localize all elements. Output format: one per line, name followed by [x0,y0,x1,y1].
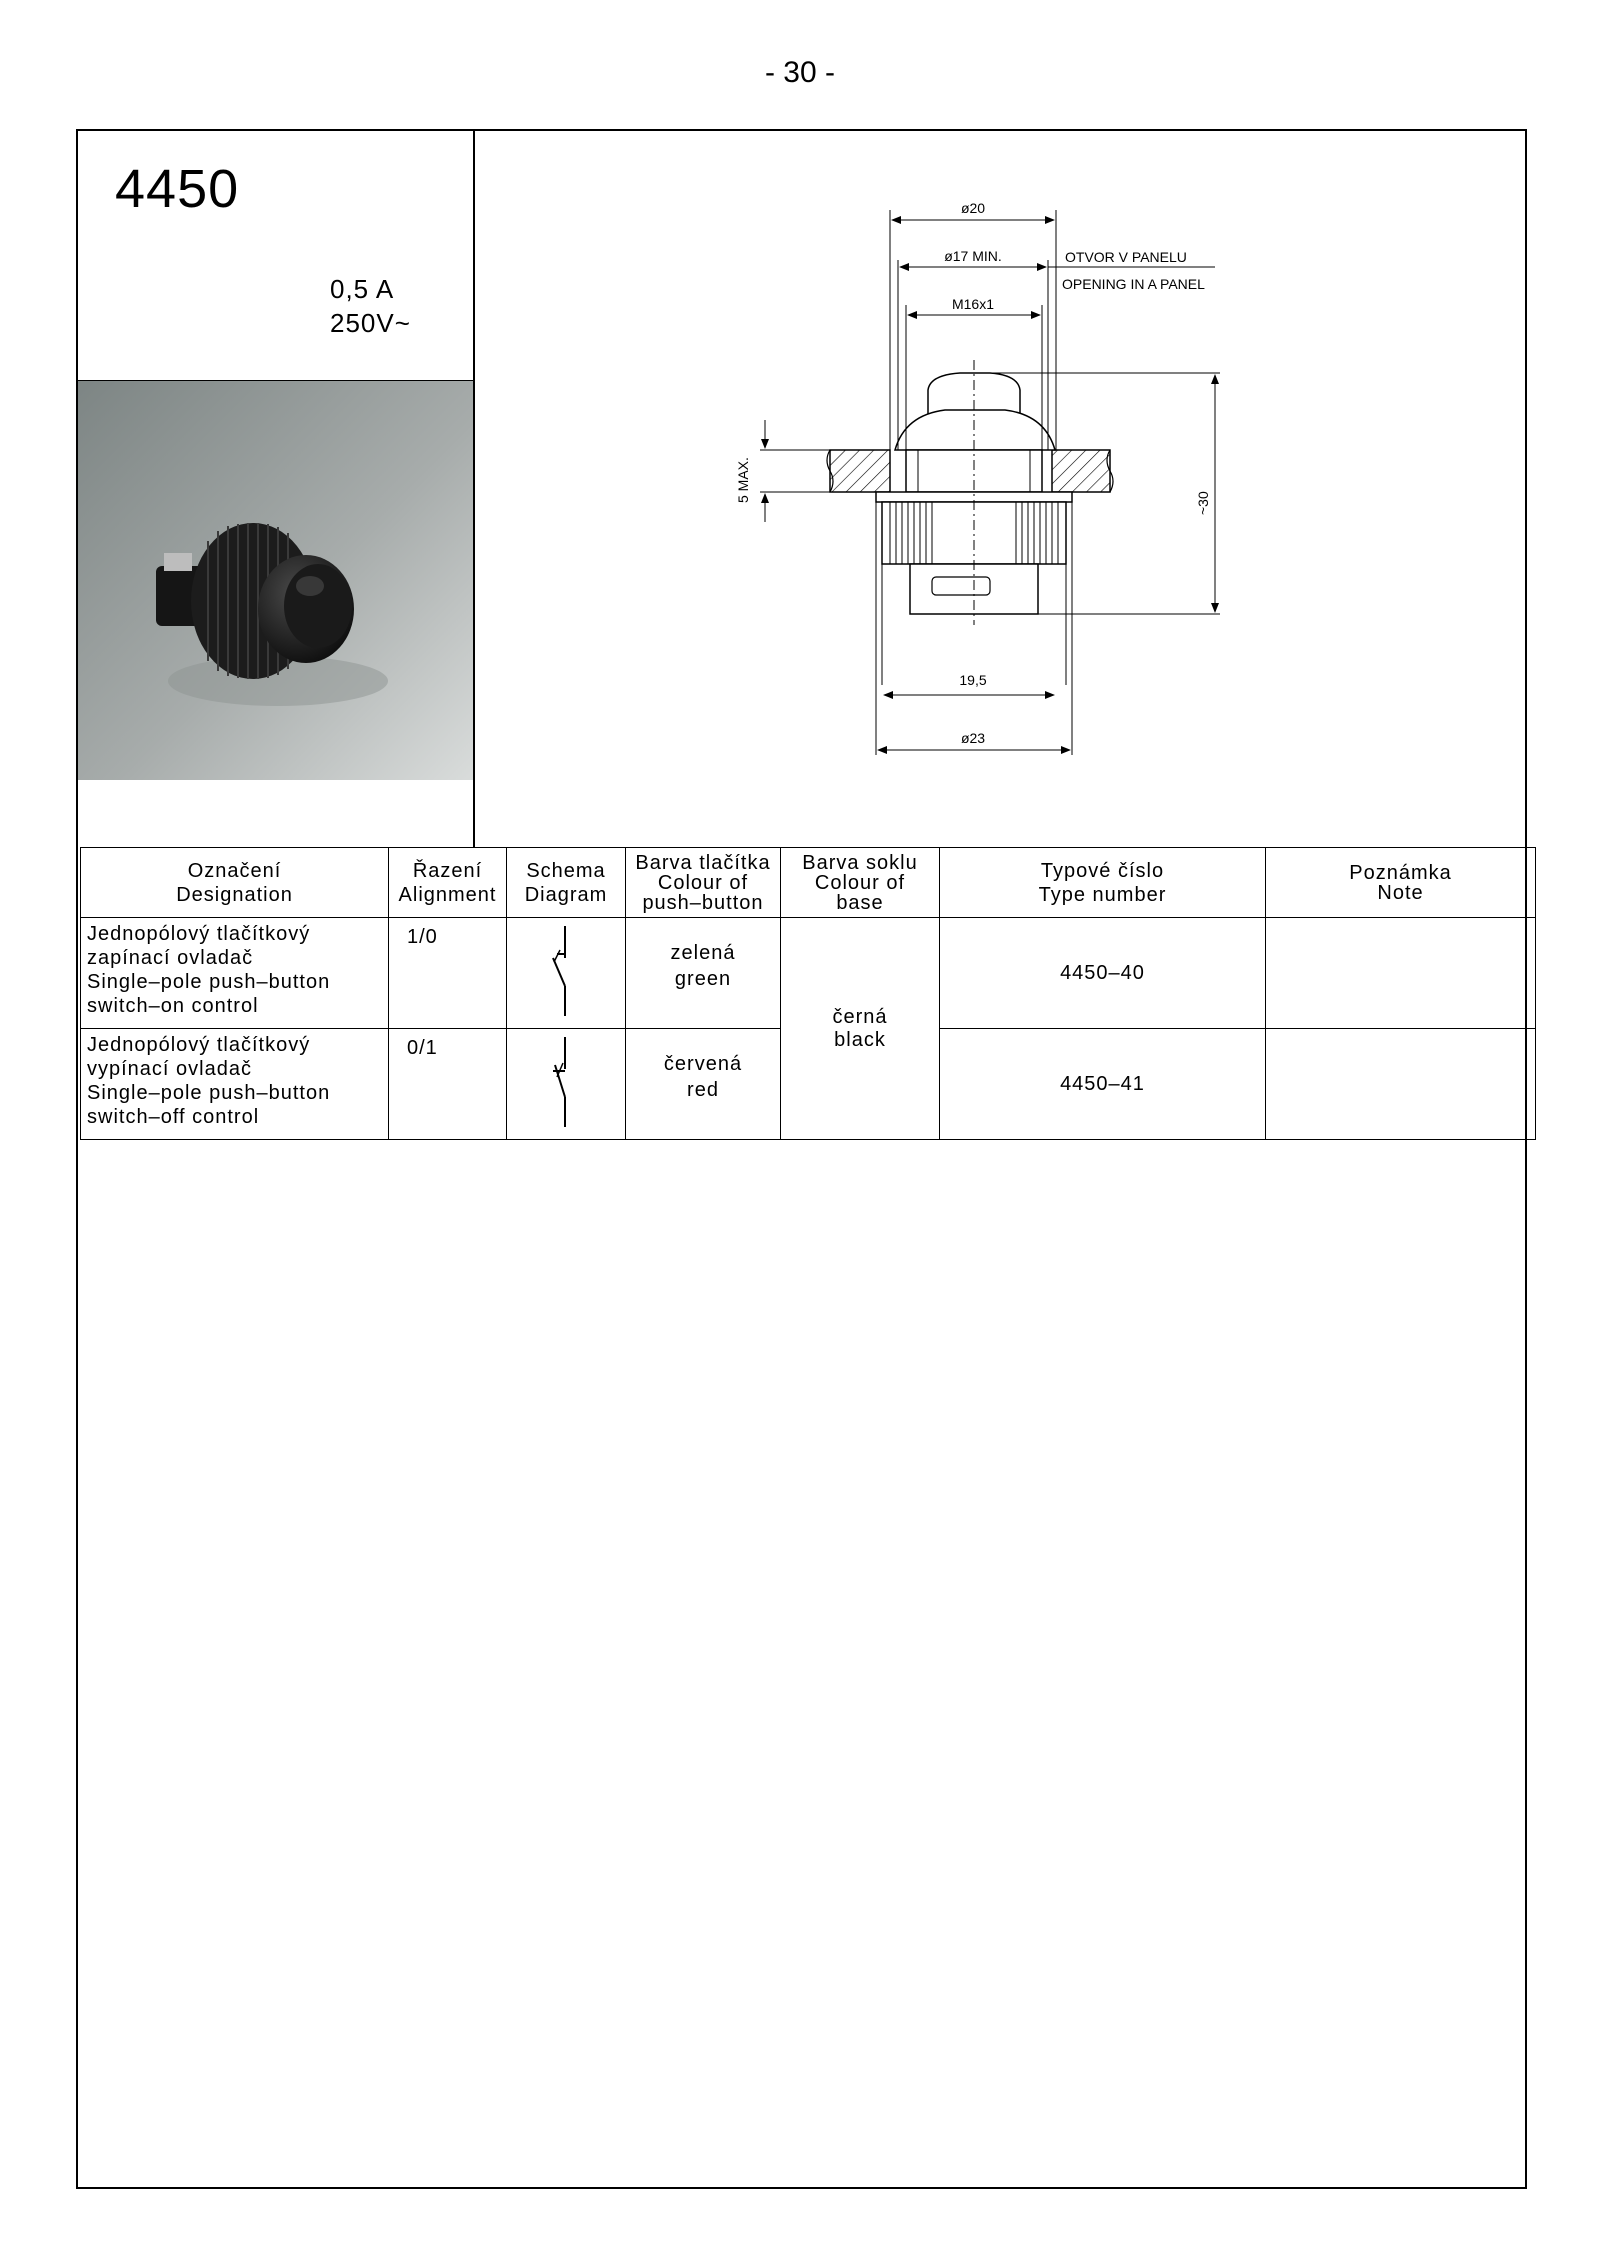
dim-thread-label: M16x1 [951,296,995,312]
header-note: Poznámka Note [1266,848,1536,918]
dim-top-label: ø20 [960,200,986,216]
table-header-row [81,848,1536,918]
header-button-colour: Barva tlačítka Colour of push–button [626,848,781,918]
row-alignment: 0/1 [389,1029,507,1140]
panel-opening-note-en: OPENING IN A PANEL [1062,276,1205,292]
panel-opening-note-cz: OTVOR V PANELU [1065,249,1187,265]
model-number: 4450 [115,159,240,219]
header-alignment: Řazení Alignment [389,848,507,918]
header-base-colour: Barva soklu Colour of base [781,848,940,918]
row-button-colour: zelená green [626,918,781,1029]
dim-base-label: 19,5 [959,672,987,688]
switch-on-diagram [507,918,626,1029]
header-divider-vertical [473,131,475,847]
header-type-number: Typové číslo Type number [940,848,1266,918]
current-rating: 0,5 A [330,274,395,304]
row-note [1266,1029,1536,1140]
header-designation: Označení Designation [81,848,389,918]
page-number: - 30 - [764,56,836,89]
electrical-rating [330,272,411,340]
base-colour-cell: černá black [781,918,940,1140]
row-type-number: 4450–41 [940,1029,1266,1140]
row-note [1266,918,1536,1029]
voltage-rating: 250V~ [330,308,411,338]
switch-off-diagram [507,1029,626,1140]
row-button-colour: červená red [626,1029,781,1140]
row-designation: Jednopólový tlačítkový zapínací ovladač Single–pole push–button switch–on control [81,918,389,1029]
row-alignment: 1/0 [389,918,507,1029]
spec-table [80,847,1536,1140]
product-photo [78,381,473,780]
row-designation: Jednopólový tlačítkový vypínací ovladač Single–pole push–button switch–off control [81,1029,389,1140]
dim-panel-label: 5 MAX. [735,457,751,503]
row-type-number: 4450–40 [940,918,1266,1029]
table-row [81,918,1536,1029]
dim-hole-label: ø17 MIN. [944,248,1002,264]
dim-height-label: ~30 [1195,491,1211,515]
dimension-drawing [700,185,1280,765]
header-diagram: Schema Diagram [507,848,626,918]
dim-bottom-label: ø23 [960,730,986,746]
